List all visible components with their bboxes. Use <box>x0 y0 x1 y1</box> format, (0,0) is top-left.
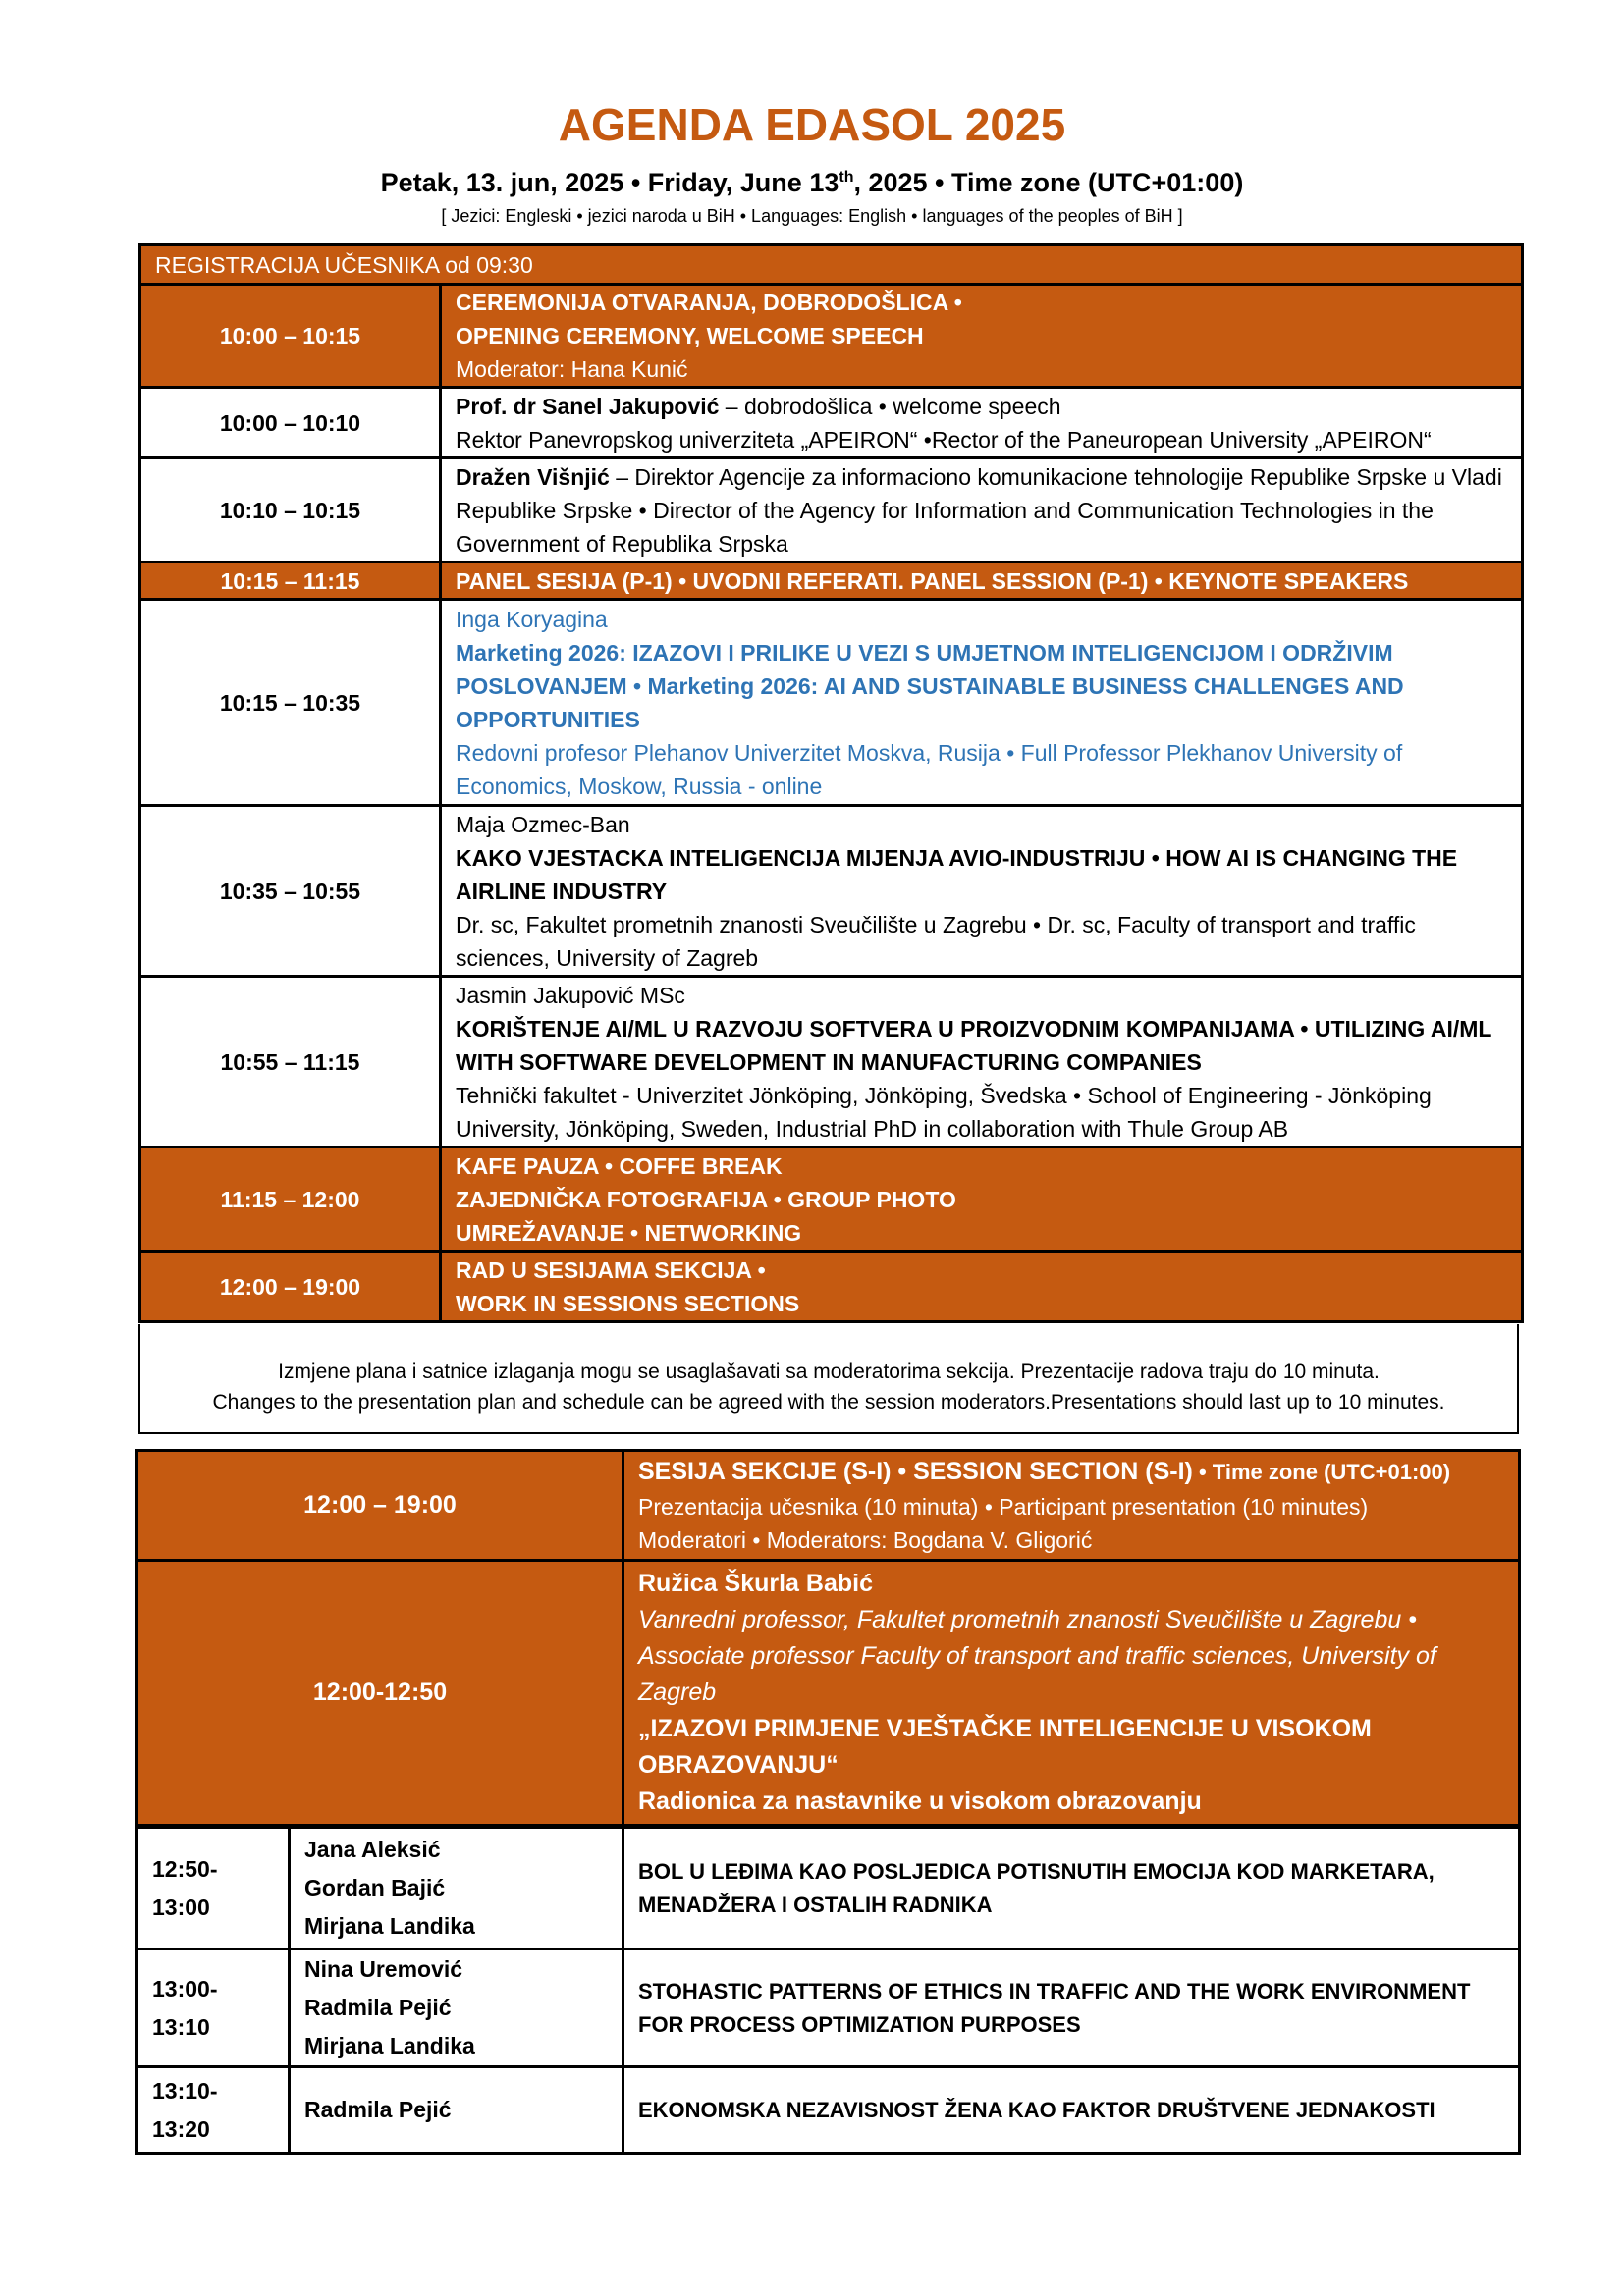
opening-cell <box>441 285 1523 388</box>
agenda-row-break <box>140 1148 1523 1252</box>
presentation-title: STOHASTIC PATTERNS OF ETHICS IN TRAFFIC AND THE WORK ENVIRONMENT FOR PROCESS OPTIMIZATION PURPOSES <box>623 1949 1520 2067</box>
time-cell: 10:15 – 11:15 <box>140 562 441 600</box>
opening-line2: OPENING CEREMONY, WELCOME SPEECH <box>456 323 924 348</box>
agenda-row-opening <box>140 285 1523 388</box>
date-text: Petak, 13. jun, 2025 • Friday, June 13 <box>380 168 839 197</box>
opening-moderator: Moderator: Hana Kunić <box>456 356 688 382</box>
talk2-speaker: Maja Ozmec-Ban <box>456 811 630 837</box>
note-line2: Changes to the presentation plan and schedule can be agreed with the session moderators.Presentations should last up to 10 minutes. <box>212 1391 1445 1414</box>
time-cell: 10:35 – 10:55 <box>140 806 441 977</box>
presentation-authors <box>290 1828 623 1949</box>
date-timezone: , 2025 • Time zone (UTC+01:00) <box>853 168 1244 197</box>
presentation-title: EKONOMSKA NEZAVISNOST ŽENA KAO FAKTOR DRUŠTVENE JEDNAKOSTI <box>623 2067 1520 2154</box>
time-cell: 10:15 – 10:35 <box>140 600 441 806</box>
time-start: 13:00- <box>152 1975 218 2002</box>
author: Radmila Pejić <box>304 2097 452 2122</box>
section-info <box>623 1451 1520 1561</box>
agenda-row-talk1 <box>140 600 1523 806</box>
section-table <box>135 1449 1521 1827</box>
time-end: 13:00 <box>152 1894 210 1920</box>
author: Mirjana Landika <box>304 2033 475 2058</box>
workshop-speaker: Ružica Škurla Babić <box>638 1570 873 1597</box>
schedule-note <box>138 1324 1519 1434</box>
talk2-title: KAKO VJESTACKA INTELIGENCIJA MIJENJA AVIO-INDUSTRIJU • HOW AI IS CHANGING THE AIRLINE INDUSTRY <box>456 844 1458 904</box>
agenda-row-director <box>140 458 1523 562</box>
author: Nina Uremović <box>304 1956 463 1982</box>
presentation-authors <box>290 1949 623 2067</box>
time-cell: 10:00 – 10:15 <box>140 285 441 388</box>
time-cell: 10:10 – 10:15 <box>140 458 441 562</box>
talk3-speaker: Jasmin Jakupović MSc <box>456 982 685 1008</box>
time-end: 13:10 <box>152 2013 210 2040</box>
welcome-line1 <box>456 390 1507 423</box>
time-cell: 10:55 – 11:15 <box>140 977 441 1148</box>
note-line1: Izmjene plana i satnice izlaganja mogu se usaglašavati sa moderatorima sekcija. Prezentacije radova traju do 10 minuta. <box>278 1361 1380 1383</box>
workshop-cell <box>623 1561 1520 1826</box>
section-participants: Prezentacija učesnika (10 minuta) • Participant presentation (10 minutes) <box>638 1494 1369 1520</box>
author: Mirjana Landika <box>304 1913 475 1939</box>
section-header-row <box>137 1451 1520 1561</box>
sessions-line1: RAD U SESIJAMA SEKCIJA • <box>456 1256 766 1283</box>
talk1-affiliation: Redovni profesor Plehanov Univerzitet Moskva, Rusija • Full Professor Plekhanov University of Economics, Moskow, Russia - online <box>456 739 1403 799</box>
presentation-time <box>137 2067 290 2154</box>
agenda-row-talk3 <box>140 977 1523 1148</box>
break-line2: ZAJEDNIČKA FOTOGRAFIJA • GROUP PHOTO <box>456 1186 956 1212</box>
date-superscript: th <box>839 169 854 186</box>
speaker-name: Dražen Višnjić <box>456 463 610 490</box>
workshop-row <box>137 1561 1520 1826</box>
talk2-cell <box>441 806 1523 977</box>
break-line3: UMREŽAVANJE • NETWORKING <box>456 1219 802 1246</box>
presentation-time <box>137 1828 290 1949</box>
welcome-cell <box>441 388 1523 458</box>
agenda-row-talk2 <box>140 806 1523 977</box>
main-agenda-table <box>138 243 1524 1323</box>
opening-line1: CEREMONIJA OTVARANJA, DOBRODOŠLICA • <box>456 290 962 315</box>
presentation-row <box>137 1949 1520 2067</box>
workshop-affiliation: Vanredni professor, Fakultet prometnih znanosti Sveučilište u Zagrebu • Associate professor Faculty of transport and traffic sciences, University of Zagreb <box>638 1606 1436 1706</box>
break-line1: KAFE PAUZA • COFFE BREAK <box>456 1152 783 1179</box>
time-start: 12:50- <box>152 1855 218 1882</box>
registration-row <box>140 245 1523 285</box>
talk3-title: KORIŠTENJE AI/ML U RAZVOJU SOFTVERA U PROIZVODNIM KOMPANIJAMA • UTILIZING AI/ML WITH SOFTWARE DEVELOPMENT IN MANUFACTURING COMPANIES <box>456 1015 1492 1075</box>
panel-title: PANEL SESIJA (P-1) • UVODNI REFERATI. PANEL SESSION (P-1) • KEYNOTE SPEAKERS <box>441 562 1523 600</box>
speaker-role: – dobrodošlica • welcome speech <box>719 393 1061 419</box>
author: Jana Aleksić <box>304 1837 441 1862</box>
sessions-line2: WORK IN SESSIONS SECTIONS <box>456 1290 800 1316</box>
talk1-cell <box>441 600 1523 806</box>
author: Radmila Pejić <box>304 1995 452 2020</box>
talk3-affiliation: Tehnički fakultet - Univerzitet Jönköping, Jönköping, Švedska • School of Engineering - Jönköping University, Jönköping, Sweden, Industrial PhD in collaboration with Thule Group AB <box>456 1082 1432 1142</box>
talk3-cell <box>441 977 1523 1148</box>
time-cell: 11:15 – 12:00 <box>140 1148 441 1252</box>
page-title: AGENDA EDASOL 2025 <box>558 99 1066 150</box>
event-date <box>0 168 1624 198</box>
languages-note: [ Jezici: Engleski • jezici naroda u BiH • Languages: English • languages of the peoples of BiH ] <box>441 206 1183 226</box>
talk1-title: Marketing 2026: IZAZOVI I PRILIKE U VEZI S UMJETNOM INTELIGENCIJOM I ODRŽIVIM POSLOVANJEM • Marketing 2026: AI AND SUSTAINABLE BUSINESS CHALLENGES AND OPPORTUNITIES <box>456 639 1404 732</box>
welcome-line2: Rektor Panevropskog univerziteta „APEIRON“ •Rector of the Paneuropean University „APEIRON“ <box>456 426 1432 453</box>
workshop-subtitle: Radionica za nastavnike u visokom obrazovanju <box>638 1788 1202 1815</box>
agenda-row-welcome <box>140 388 1523 458</box>
workshop-time: 12:00-12:50 <box>137 1561 623 1826</box>
speaker-name: Prof. dr Sanel Jakupović <box>456 393 720 419</box>
talk2-affiliation: Dr. sc, Fakultet prometnih znanosti Sveučilište u Zagrebu • Dr. sc, Faculty of transport and traffic sciences, University of Zagreb <box>456 911 1416 971</box>
presentation-authors <box>290 2067 623 2154</box>
director-cell <box>441 458 1523 562</box>
presentation-row <box>137 2067 1520 2154</box>
registration-label: REGISTRACIJA UČESNIKA od 09:30 <box>140 245 1523 285</box>
agenda-row-panel <box>140 562 1523 600</box>
time-cell: 12:00 – 19:00 <box>140 1252 441 1322</box>
speaker-role: – Direktor Agencije za informaciono komunikacione tehnologije Republike Srpske u Vladi Republike Srpske • Director of the Agency for Information and Communication Technologies in the Government of Republika Srpska <box>456 463 1502 557</box>
presentation-row <box>137 1828 1520 1949</box>
agenda-row-sessions <box>140 1252 1523 1322</box>
time-start: 13:10- <box>152 2077 218 2104</box>
break-cell <box>441 1148 1523 1252</box>
author: Gordan Bajić <box>304 1875 446 1900</box>
section-moderators: Moderatori • Moderators: Bogdana V. Gligorić <box>638 1527 1093 1553</box>
presentation-title: BOL U LEĐIMA KAO POSLJEDICA POTISNUTIH EMOCIJA KOD MARKETARA, MENADŽERA I OSTALIH RADNIKA <box>623 1828 1520 1949</box>
talk1-speaker: Inga Koryagina <box>456 606 608 632</box>
workshop-title: „IZAZOVI PRIMJENE VJEŠTAČKE INTELIGENCIJE U VISOKOM OBRAZOVANJU“ <box>638 1715 1372 1779</box>
time-end: 13:20 <box>152 2115 210 2142</box>
section-title-line <box>638 1454 1504 1490</box>
time-cell: 10:00 – 10:10 <box>140 388 441 458</box>
presentation-time <box>137 1949 290 2067</box>
sessions-cell <box>441 1252 1523 1322</box>
section-time: 12:00 – 19:00 <box>137 1451 623 1561</box>
section-title: SESIJA SEKCIJE (S-I) • SESSION SECTION (S-I) <box>638 1458 1193 1485</box>
presentations-table <box>135 1826 1521 2155</box>
section-timezone: • Time zone (UTC+01:00) <box>1192 1460 1451 1484</box>
